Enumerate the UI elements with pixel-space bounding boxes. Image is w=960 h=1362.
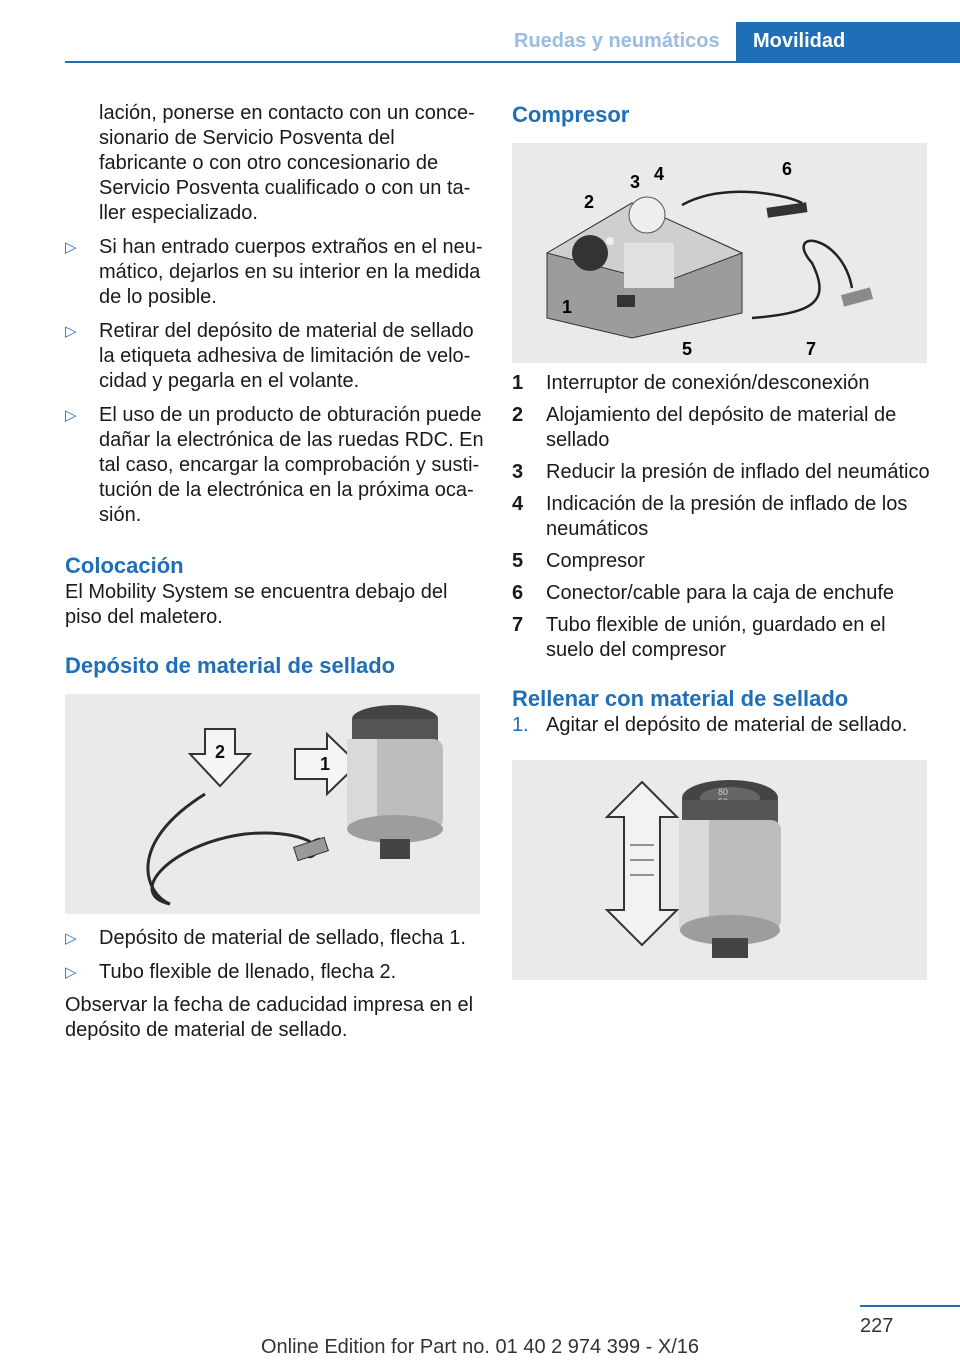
right-column (512, 101, 932, 980)
triangle-bullet-icon: ▷ (65, 323, 77, 340)
list-item: 6 Conector/cable para la caja de enchufe (512, 582, 895, 604)
page-number: 227 (860, 1315, 894, 1337)
step-item: 1. Agitar el depósito de material de sellado. (512, 714, 908, 736)
list-item: 2 Alojamiento del depósito de material de sellado (512, 404, 897, 451)
triangle-bullet-icon: ▷ (65, 239, 77, 256)
page-number-rule (860, 1305, 960, 1307)
intro-text: lación, ponerse en contacto con un conce-sionario de Servicio Posventa del fabricante o con otro concesionario de Servicio Posventa cualificado o con un ta-ller especializado. (99, 102, 475, 224)
figure-label: 5 (682, 339, 693, 359)
compressor-parts-list (512, 371, 932, 663)
list-item: 5 Compresor (512, 550, 645, 572)
triangle-bullet-icon: ▷ (65, 407, 77, 424)
edition-footer: Online Edition for Part no. 01 40 2 974 399 - X/16 (260, 1336, 700, 1358)
figure-label: 4 (654, 164, 665, 184)
bullet-item: ▷ Depósito de material de sellado, flecha 1. (65, 927, 466, 949)
list-item: 1 Interruptor de conexión/desconexión (512, 372, 870, 394)
bullet-item: ▷ Si han entrado cuerpos extraños en el neu-mático, dejarlos en su interior en la medida de lo posible. (65, 236, 483, 308)
bullet-item: ▷ Tubo flexible de llenado, flecha 2. (65, 961, 397, 983)
header-section-title: Ruedas y neumáticos (514, 30, 720, 52)
bullet-item: ▷ El uso de un producto de obturación puede dañar la electrónica de las ruedas RDC. En tal caso, encargar la comprobación y susti-tución de la electrónica en la próxima oca-sión. (65, 404, 484, 526)
figure-label: 7 (806, 339, 817, 359)
figure-label: 3 (630, 172, 641, 192)
compressor-illustration (512, 143, 927, 363)
figure-label: 2 (584, 192, 595, 212)
gauge-label: 80 (718, 787, 729, 797)
triangle-bullet-icon: ▷ (65, 964, 77, 981)
colocacion-heading: Colocación (65, 553, 184, 578)
sealant-container-drawing (65, 694, 480, 914)
figure-label: 1 (562, 297, 573, 317)
header-chapter-tab: Movilidad (736, 22, 960, 63)
compresor-heading: Compresor (512, 102, 630, 127)
colocacion-text: El Mobility System se encuentra debajo del piso del maletero. (65, 581, 448, 628)
list-item: 7 Tubo flexible de unión, guardado en el suelo del compresor (512, 614, 886, 661)
figure-label: 6 (782, 159, 793, 179)
deposito-heading: Depósito de material de sellado (65, 653, 396, 678)
shake-container-illustration (512, 760, 927, 980)
figure-label: 1 (320, 754, 331, 774)
sealant-container-illustration (65, 694, 480, 914)
list-item: 3 Reducir la presión de inflado del neumático (512, 461, 930, 483)
header-rule (65, 61, 960, 63)
figure-label: 2 (215, 742, 226, 762)
left-column (65, 101, 485, 1043)
caducidad-text: Observar la fecha de caducidad impresa en el depósito de material de sellado. (65, 994, 474, 1041)
shake-drawing (512, 760, 927, 980)
bullet-item: ▷ Retirar del depósito de material de sellado la etiqueta adhesiva de limitación de velo-cidad y pegarla en el volante. (65, 320, 474, 392)
compressor-drawing (512, 143, 927, 363)
triangle-bullet-icon: ▷ (65, 930, 77, 947)
list-item: 4 Indicación de la presión de inflado de los neumáticos (512, 493, 908, 540)
rellenar-heading: Rellenar con material de sellado (512, 686, 849, 711)
